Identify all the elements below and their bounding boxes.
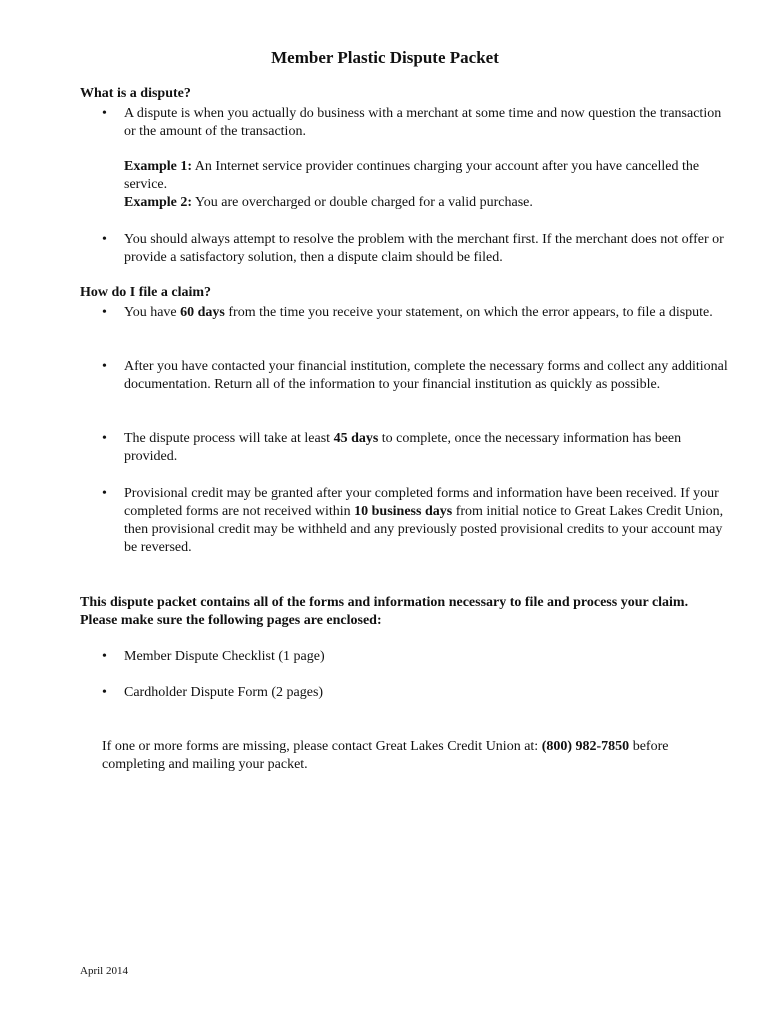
page-title: Member Plastic Dispute Packet (271, 48, 499, 67)
list-item-text: You should always attempt to resolve the problem with the merchant first. If the merchant does not offer or provide a satisfactory solution, then a dispute claim should be filed. (124, 232, 724, 265)
text-segment: to complete, once the necessary information has been provided. (124, 431, 682, 464)
list-item (102, 304, 732, 322)
list-item (102, 231, 732, 267)
list-item (102, 485, 732, 557)
bullet-icon: • (102, 486, 107, 501)
list-item (102, 648, 732, 666)
list-item-text (124, 304, 732, 322)
bullet-icon: • (102, 305, 107, 320)
emphasis-10-business-days: 10 business days (354, 504, 453, 519)
bullet-icon: • (102, 232, 107, 247)
list-item (102, 358, 732, 394)
example-2-label: Example 2: (124, 195, 193, 210)
list-item-text (124, 485, 732, 557)
text-segment: The dispute process will take at least (124, 431, 334, 446)
emphasis-45-days: 45 days (333, 431, 379, 446)
example-1-text: An Internet service provider continues charging your account after you have cancelled the service. (124, 159, 700, 192)
section-heading-what-is-dispute: What is a dispute? (80, 86, 191, 101)
phone-number: (800) 982-7850 (541, 739, 630, 754)
example-1-label: Example 1: (124, 159, 193, 174)
list-item (102, 430, 732, 466)
text-segment: from the time you receive your statement, on which the error appears, to file a dispute. (224, 305, 713, 320)
section-heading-how-to-file: How do I file a claim? (80, 285, 212, 300)
example-2 (124, 194, 724, 212)
list-item-text: After you have contacted your financial institution, complete the necessary forms and collect any additional documentation. Return all of the information to your financial institution as quickly as possible. (124, 359, 728, 392)
text-segment: Provisional credit may be granted after your completed forms and information have been received. If your completed forms are not received within (124, 486, 719, 519)
bullet-icon: • (102, 649, 107, 664)
enclosed-page-item: Member Dispute Checklist (1 page) (124, 649, 325, 664)
list-item (102, 684, 732, 702)
list-item (102, 105, 732, 141)
bullet-icon: • (102, 685, 107, 700)
bullet-icon: • (102, 106, 107, 121)
text-segment: from initial notice to Great Lakes Credit Union, then provisional credit may be withheld and any previously posted provisional credits to your account may be reversed. (124, 504, 724, 555)
text-segment: If one or more forms are missing, please contact Great Lakes Credit Union at: (102, 739, 542, 754)
text-segment: before completing and mailing your packet. (102, 739, 669, 772)
example-1 (124, 158, 724, 194)
bullet-icon: • (102, 359, 107, 374)
bullet-icon: • (102, 431, 107, 446)
packet-contents-intro: This dispute packet contains all of the forms and information necessary to file and process your claim. Please make sure the following pages are enclosed: (80, 595, 689, 628)
list-item-text: A dispute is when you actually do business with a merchant at some time and now question the transaction or the amount of the transaction. (124, 106, 722, 139)
list-item-text (124, 430, 732, 466)
text-segment: You have (124, 305, 181, 320)
example-2-text: You are overcharged or double charged for a valid purchase. (192, 195, 533, 210)
contact-note (102, 738, 722, 774)
footer-date: April 2014 (80, 965, 128, 977)
enclosed-page-item: Cardholder Dispute Form (2 pages) (124, 685, 324, 700)
emphasis-60-days: 60 days (180, 305, 225, 320)
